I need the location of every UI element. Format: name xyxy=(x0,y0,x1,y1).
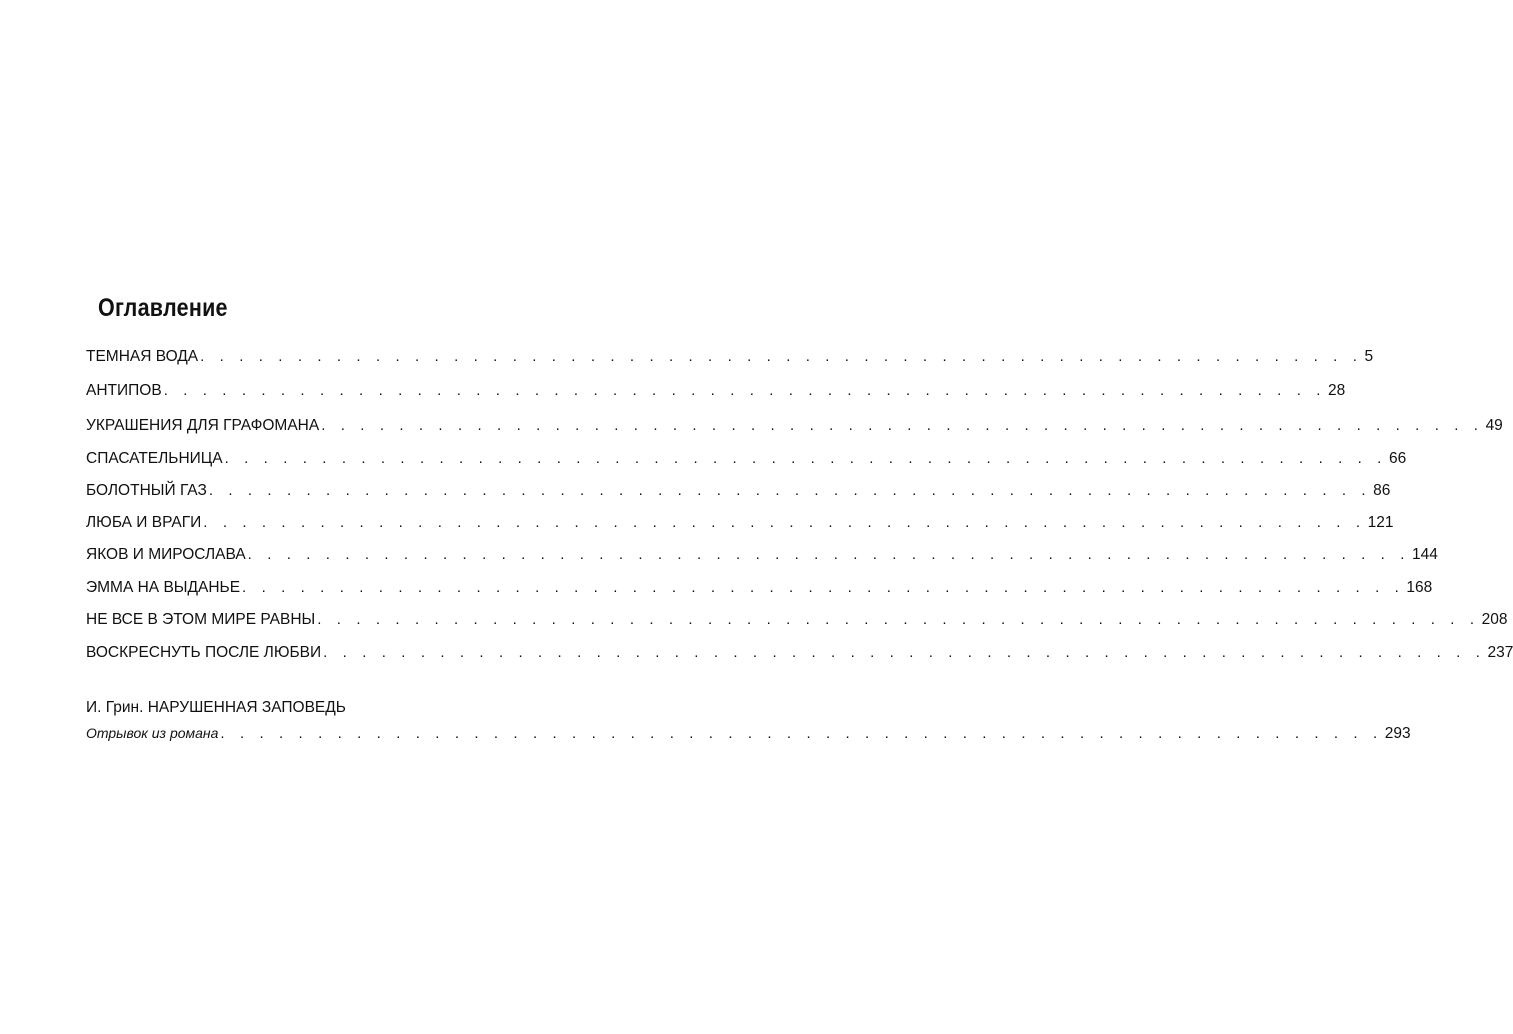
toc-entry[interactable] xyxy=(86,480,1391,502)
page-title: Оглавление xyxy=(98,294,228,322)
toc-entry[interactable] xyxy=(86,415,1503,437)
toc-entry-title: ЯКОВ И МИРОСЛАВА xyxy=(86,546,246,563)
leader-dots: . . . . . . . . . . . . . . . . . . . . . . . . . . . . . . . . . . . . . . . . . . . . . . . . . . . . . . . . . . . . xyxy=(220,725,1383,742)
leader-dots: . . . . . . . . . . . . . . . . . . . . . . . . . . . . . . . . . . . . . . . . . . . . . . . . . . . . . . . . . . . . xyxy=(242,579,1405,596)
toc-entry-page: 293 xyxy=(1384,725,1411,742)
toc-entry-title: ЭММА НА ВЫДАНЬЕ xyxy=(86,579,241,596)
toc-entry-title: ТЕМНАЯ ВОДА xyxy=(86,348,199,365)
leader-dots: . . . . . . . . . . . . . . . . . . . . . . . . . . . . . . . . . . . . . . . . . . . . . . . . . . . . . . . . . . . . xyxy=(200,348,1363,365)
toc-entry-appendix[interactable] xyxy=(86,722,1411,744)
leader-dots: . . . . . . . . . . . . . . . . . . . . . . . . . . . . . . . . . . . . . . . . . . . . . . . . . . . . . . . . . . . . xyxy=(208,482,1372,499)
leader-dots: . . . . . . . . . . . . . . . . . . . . . . . . . . . . . . . . . . . . . . . . . . . . . . . . . . . . . . . . . . . . xyxy=(163,382,1327,399)
toc-entry-page: 121 xyxy=(1367,514,1394,531)
leader-dots: . . . . . . . . . . . . . . . . . . . . . . . . . . . . . . . . . . . . . . . . . . . . . . . . . . . . . . . . . . . . xyxy=(323,644,1486,661)
toc-entry[interactable] xyxy=(86,609,1508,631)
toc-entry-title: ВОСКРЕСНУТЬ ПОСЛЕ ЛЮБВИ xyxy=(86,644,322,661)
toc-entry-page: 237 xyxy=(1487,644,1513,661)
leader-dots: . . . . . . . . . . . . . . . . . . . . . . . . . . . . . . . . . . . . . . . . . . . . . . . . . . . . . . . . . . . . xyxy=(224,450,1387,467)
toc-entry-page: 49 xyxy=(1485,417,1503,434)
toc-entry-title: СПАСАТЕЛЬНИЦА xyxy=(86,450,223,467)
toc-entry-page: 28 xyxy=(1328,382,1346,399)
toc-entry-title: УКРАШЕНИЯ ДЛЯ ГРАФОМАНА xyxy=(86,417,320,434)
toc-entry[interactable] xyxy=(86,642,1513,664)
toc-entry-title: НЕ ВСЕ В ЭТОМ МИРЕ РАВНЫ xyxy=(86,611,316,628)
leader-dots: . . . . . . . . . . . . . . . . . . . . . . . . . . . . . . . . . . . . . . . . . . . . . . . . . . . . . . . . . . . . xyxy=(321,417,1484,434)
toc-entry-title: Отрывок из романа xyxy=(86,725,219,741)
toc-entry-page: 144 xyxy=(1412,546,1438,563)
leader-dots: . . . . . . . . . . . . . . . . . . . . . . . . . . . . . . . . . . . . . . . . . . . . . . . . . . . . . . . . . . . . xyxy=(247,546,1410,563)
toc-entry[interactable] xyxy=(86,448,1407,470)
toc-entry-title: БОЛОТНЫЙ ГАЗ xyxy=(86,482,207,499)
toc-entry-page: 66 xyxy=(1388,450,1407,467)
toc-entry-page: 86 xyxy=(1373,482,1391,499)
leader-dots: . . . . . . . . . . . . . . . . . . . . . . . . . . . . . . . . . . . . . . . . . . . . . . . . . . . . . . . . . . . . xyxy=(317,611,1480,628)
toc-entry[interactable] xyxy=(86,544,1438,566)
toc-entry-page: 168 xyxy=(1406,579,1433,596)
toc-entry-page: 5 xyxy=(1364,348,1374,365)
leader-dots: . . . . . . . . . . . . . . . . . . . . . . . . . . . . . . . . . . . . . . . . . . . . . . . . . . . . . . . . . . . . xyxy=(203,514,1366,531)
toc-entry[interactable] xyxy=(86,346,1374,368)
toc-entry-title: АНТИПОВ xyxy=(86,382,162,399)
toc-entry-title: ЛЮБА И ВРАГИ xyxy=(86,514,202,531)
toc-entry[interactable] xyxy=(86,512,1394,534)
toc-entry-page: 208 xyxy=(1481,611,1508,628)
toc-entry[interactable] xyxy=(86,380,1346,402)
appendix-author-title: И. Грин. НАРУШЕННАЯ ЗАПОВЕДЬ xyxy=(86,699,346,716)
toc-entry[interactable] xyxy=(86,577,1433,599)
